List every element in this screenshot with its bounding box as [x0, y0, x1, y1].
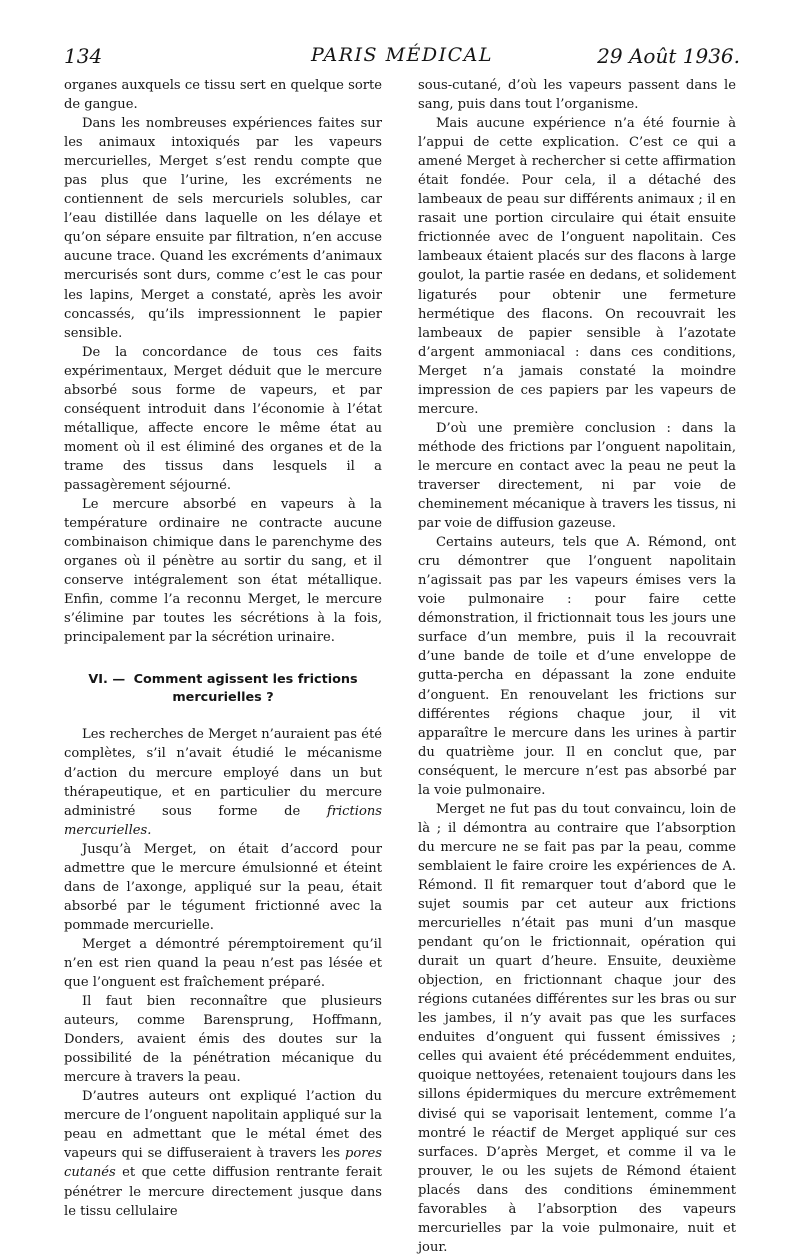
paragraph: Merget a démontré péremptoirement qu’il n’en est rien quand la peau n’est pas lésée et que l’onguent est fraîchement préparé.: [64, 936, 382, 991]
journal-title: PARIS MÉDICAL: [310, 44, 494, 66]
paragraph: D’où une première conclusion : dans la méthode des frictions par l’onguent napolitain, le mercure en contact avec la peau ne peut la traverser directement, ni par voie de cheminement mécanique à travers les tissus, ni par voie de diffusion gazeuse.: [418, 420, 736, 532]
paragraph-text: et que cette diffusion rentrante ferait pénétrer le mercure directement jusque dans le tissu cellulaire: [64, 1165, 382, 1219]
paragraph: [64, 725, 382, 839]
page-header: [64, 44, 740, 72]
section-number: VI. —: [88, 672, 126, 688]
paragraph: De la concordance de tous ces faits expérimentaux, Merget déduit que le mercure absorbé sous forme de vapeurs, et par conséquent introduit dans l’économie à l’état métallique, affecte encore le même état au moment où il est éliminé des organes et de la trame des tissus dans lesquels il a passagèrement séjourné.: [64, 344, 382, 493]
paragraph: Il faut bien reconnaître que plusieurs auteurs, comme Barensprung, Hoffmann, Donders, avaient émis des doutes sur la possibilité de la pénétration mécanique du mercure à travers la peau.: [64, 994, 382, 1086]
issue-date: 29 Août 1936.: [597, 44, 740, 68]
paragraph: organes auxquels ce tissu sert en quelque sorte de gangue.: [64, 78, 382, 113]
section-heading: [64, 671, 382, 707]
page-number: 134: [64, 44, 103, 68]
paragraph: Jusqu’à Merget, on était d’accord pour admettre que le mercure émulsionné et éteint dans de l’axonge, appliqué sur la peau, était absorbé par le tégument frictionné avec la pommade mercurielle.: [64, 841, 382, 933]
italic-term: pores cutanés: [64, 1146, 382, 1181]
paragraph: Merget ne fut pas du tout convaincu, loin de là ; il démontra au contraire que l’absorption du mercure ne se fait pas par la peau, comme semblaient le faire croire les expériences de A. Rémond. Il fit remarquer tout d’abord que le sujet soumis par cet auteur aux frictions mercurielles n’était pas muni d’un masque pendant qu’on le frictionnait, opération qui durait un quart d’heure. Ensuite, deuxième objection, en frictionnant chaque jour des régions cutanées différentes sur les bras ou sur les jambes, il n’y avait pas que les surfaces enduites d’onguent qui fussent émissives ; celles qui avaient été précédemment enduites, quoique nettoyées, retenaient toujours dans les sillons épidermiques du mercure extrêmement divisé qui se vaporisait lentement, comme l’a montré le réactif de Merget appliqué sur ces surfaces. D’après Merget, et comme il va le prouver, le ou les sujets de Rémond étaient placés dans des conditions éminemment favorables à l’absorption des vapeurs mercurielles par la voie pulmonaire, nuit et jour.: [418, 801, 736, 1255]
section-title: Comment agissent les frictions mercurielles ?: [133, 672, 358, 706]
paragraph-text: D’autres auteurs ont expliqué l’action du mercure de l’onguent napolitain appliqué sur la peau en admettant que le métal émet des vapeurs qui se diffuseraient à travers les: [64, 1089, 382, 1162]
left-column: [64, 76, 382, 1221]
paragraph: [64, 1087, 382, 1220]
paragraph: Le mercure absorbé en vapeurs à la température ordinaire ne contracte aucune combinaison chimique dans le parenchyme des organes où il pénètre au sortir du sang, et il conserve intégralement son état métallique. Enfin, comme l’a reconnu Merget, le mercure s’élimine par toutes les sécrétions à la fois, principalement par la sécrétion urinaire.: [64, 497, 382, 646]
paragraph-text: Les recherches de Merget n’auraient pas été complètes, s’il n’avait étudié le mécanisme d’action du mercure employé dans un but thérapeutique, et en particulier du mercure administré sous forme de: [64, 727, 382, 819]
paragraph: Certains auteurs, tels que A. Rémond, ont cru démontrer que l’onguent napolitain n’agissait pas par les vapeurs émises vers la voie pulmonaire : pour faire cette démonstration, il frictionnait tous les jours une surface d’un membre, puis il la recouvrait d’une bande de toile et d’une enveloppe de gutta-percha en dépassant la zone enduite d’onguent. En renouvelant les frictions sur différentes régions chaque jour, il vit apparaître le mercure dans les urines à partir du quatrième jour. Il en conclut que, par conséquent, le mercure n’est pas absorbé par la voie pulmonaire.: [418, 535, 736, 798]
italic-term: frictions mercurielles.: [64, 803, 382, 838]
paragraph: Dans les nombreuses expériences faites sur les animaux intoxiqués par les vapeurs mercurielles, Merget s’est rendu compte que pas plus que l’urine, les excréments ne contiennent de sels mercuriels solubles, car l’eau distillée dans laquelle on les délaye et qu’on sépare ensuite par filtration, n’en accuse aucune trace. Quand les excréments d’animaux mercurisés sont durs, comme c’est le cas pour les lapins, Merget a constaté, après les avoir concassés, qu’ils impressionnent le papier sensible.: [64, 116, 382, 341]
paragraph: Mais aucune expérience n’a été fournie à l’appui de cette explication. C’est ce qui a amené Merget à rechercher si cette affirmation était fondée. Pour cela, il a détaché des lambeaux de peau sur différents animaux ; il en rasait une portion circulaire qui était ensuite frictionnée avec de l’onguent napolitain. Ces lambeaux étaient placés sur des flacons à large goulot, la partie rasée en dedans, et solidement ligaturés pour obtenir une fermeture hermétique des flacons. On recouvrait les lambeaux de papier sensible à l’azotate d’argent ammoniacal : dans ces conditions, Merget n’a jamais constaté la moindre impression de ces papiers par les vapeurs de mercure.: [418, 116, 736, 417]
right-column: [418, 76, 736, 1257]
paragraph: sous-cutané, d’où les vapeurs passent dans le sang, puis dans tout l’organisme.: [418, 78, 736, 113]
